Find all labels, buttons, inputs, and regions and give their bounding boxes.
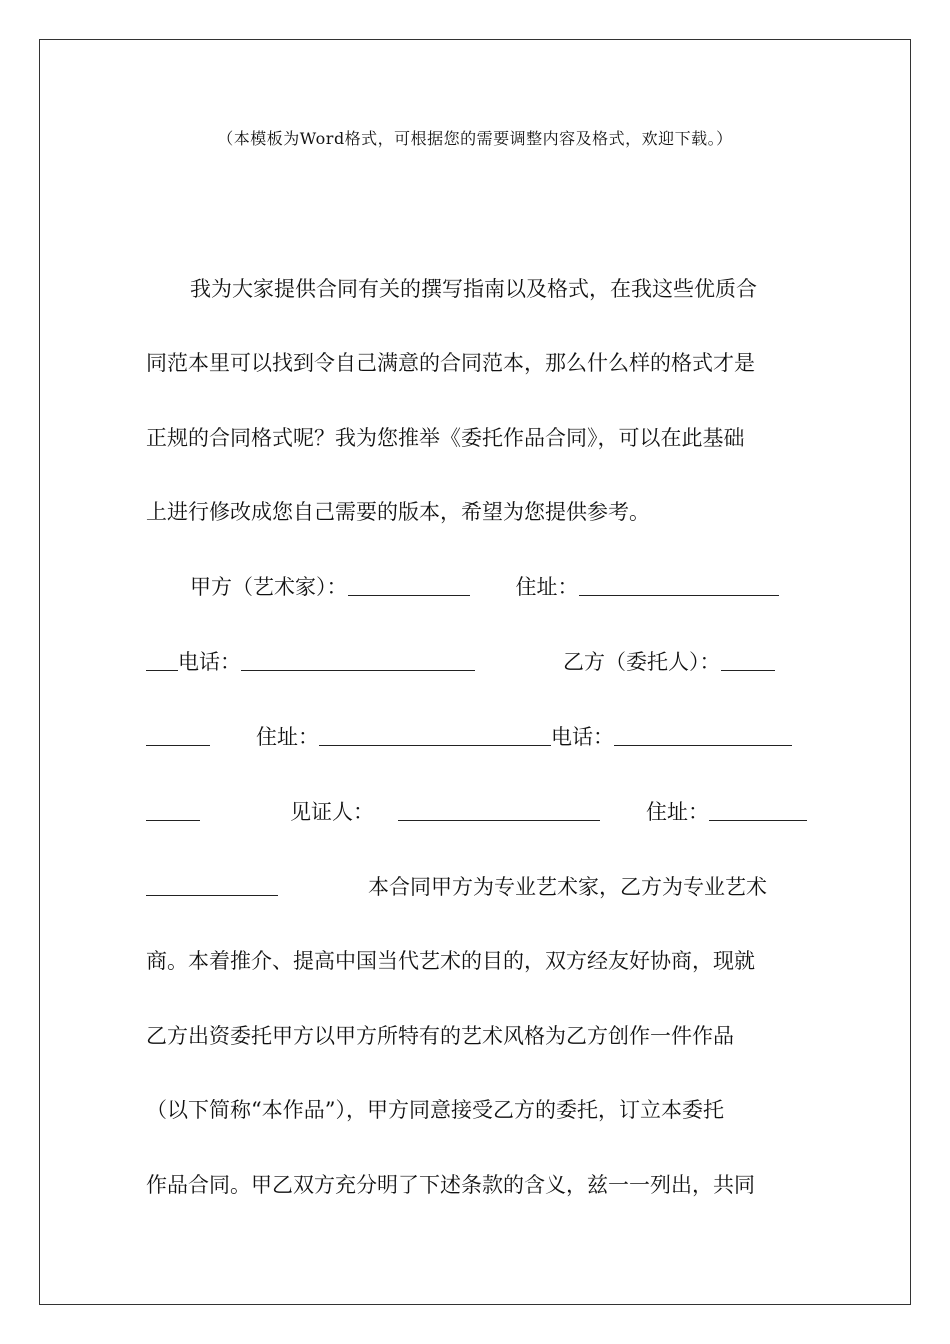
party-b-phone-label: 电话： xyxy=(551,725,614,749)
witness-name-blank[interactable] xyxy=(398,800,600,821)
template-note: （本模板为Word格式，可根据您的需要调整内容及格式，欢迎下载。） xyxy=(217,129,733,148)
party-a-phone-blank[interactable] xyxy=(241,650,475,671)
party-b-phone-blank-cont[interactable] xyxy=(146,800,200,821)
intro-line-3: 正规的合同格式呢？我为您推举《委托作品合同》，可以在此基础 xyxy=(146,426,745,450)
party-b-address-blank[interactable] xyxy=(319,725,551,746)
witness-address-label: 住址： xyxy=(646,800,709,824)
party-a-phone-label: 电话： xyxy=(178,650,241,674)
party-a-phone-row xyxy=(146,647,806,677)
party-a-name-blank[interactable] xyxy=(348,575,470,596)
intro-line-2: 同范本里可以找到令自己满意的合同范本，那么什么样的格式才是 xyxy=(146,351,755,375)
party-a-address-label: 住址： xyxy=(515,575,579,599)
party-a-address-blank[interactable] xyxy=(579,575,779,596)
witness-address-blank[interactable] xyxy=(709,800,807,821)
party-b-phone-blank[interactable] xyxy=(614,725,792,746)
party-a-label: 甲方（艺术家）： xyxy=(190,575,348,599)
intro-line-1: 我为大家提供合同有关的撰写指南以及格式，在我这些优质合 xyxy=(190,277,757,301)
party-b-name-blank[interactable] xyxy=(721,650,775,671)
body-line-5: 作品合同。甲乙双方充分明了下述条款的含义，兹一一列出，共同 xyxy=(146,1173,755,1197)
witness-row xyxy=(146,797,806,827)
body-line-2: 商。本着推介、提高中国当代艺术的目的，双方经友好协商，现就 xyxy=(146,949,755,973)
party-b-name-blank-cont[interactable] xyxy=(146,725,210,746)
party-b-address-label: 住址： xyxy=(256,725,319,749)
witness-label: 见证人： xyxy=(290,800,374,824)
intro-line-4: 上进行修改成您自己需要的版本，希望为您提供参考。 xyxy=(146,500,650,524)
party-b-label: 乙方（委托人）： xyxy=(563,650,721,674)
party-a-address-blank-cont[interactable] xyxy=(146,650,178,671)
witness-address-blank-cont[interactable] xyxy=(146,875,278,896)
party-b-address-row xyxy=(146,722,806,752)
body-line-1: 本合同甲方为专业艺术家，乙方为专业艺术 xyxy=(368,875,767,899)
party-a-row xyxy=(146,572,850,602)
body-line-4: （以下简称“本作品”），甲方同意接受乙方的委托，订立本委托 xyxy=(146,1098,724,1122)
body-line-3: 乙方出资委托甲方以甲方所特有的艺术风格为乙方创作一件作品 xyxy=(146,1024,734,1048)
body-row-1 xyxy=(146,872,806,902)
